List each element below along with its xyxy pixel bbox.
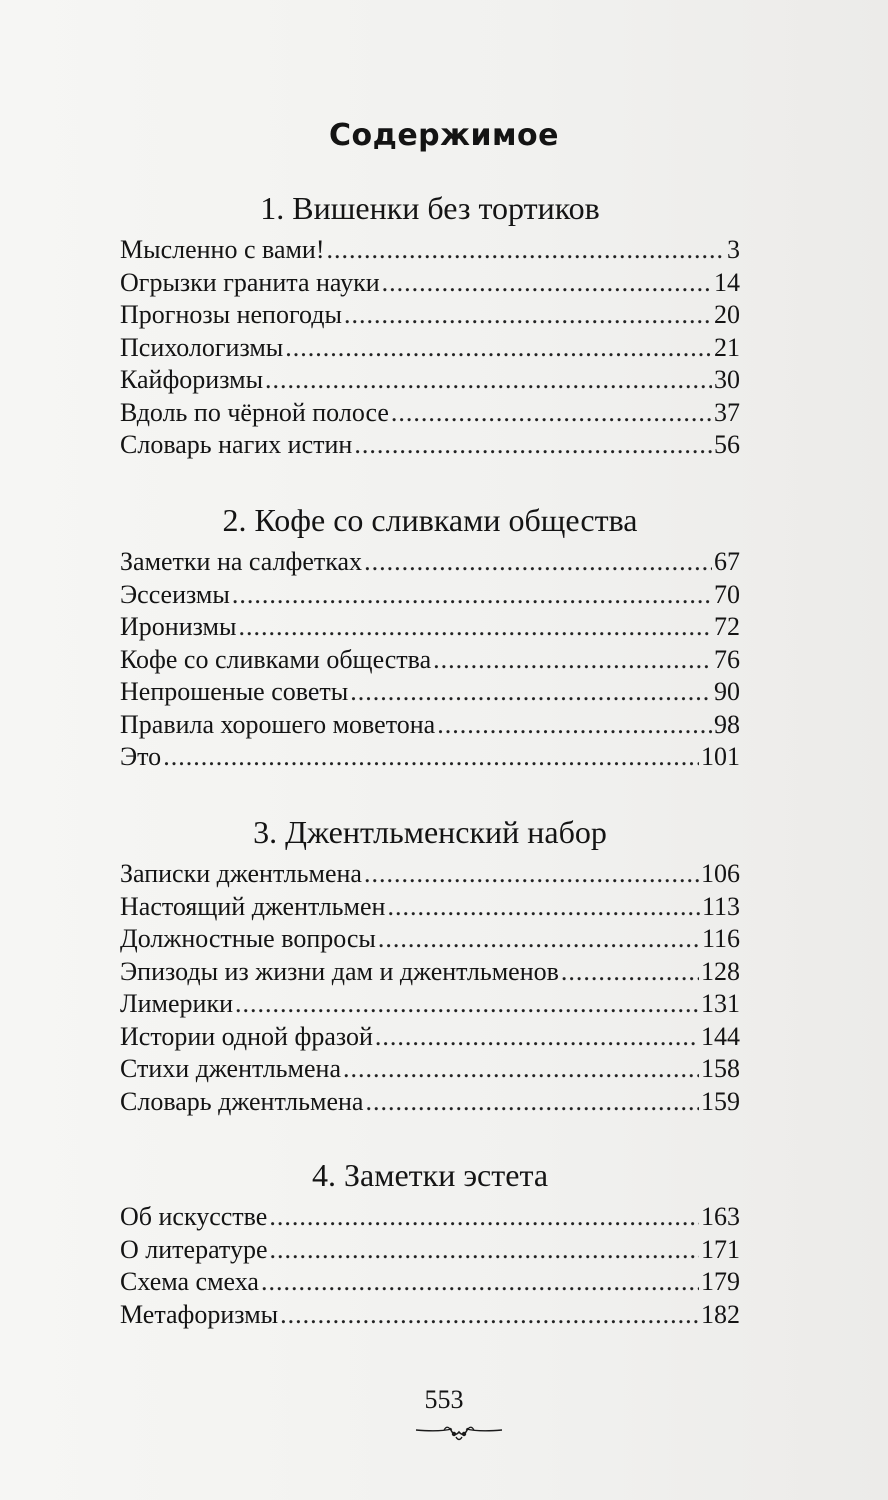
toc-entry[interactable]	[120, 988, 740, 1021]
dot-leader	[163, 741, 699, 774]
entry-page-number: 116	[701, 924, 740, 953]
toc-entry[interactable]	[120, 364, 740, 397]
toc-entry[interactable]	[120, 611, 740, 644]
entry-title: Это	[120, 742, 162, 771]
dot-leader	[350, 676, 712, 709]
entry-title: Настоящий джентльмен	[120, 891, 386, 921]
entry-page-number: 90	[714, 677, 740, 706]
section-entries	[120, 546, 740, 774]
entry-title: Мысленно с вами!	[120, 235, 325, 264]
section-entries	[120, 234, 740, 462]
dot-leader	[354, 429, 712, 462]
section-heading: 2. Кофе со сливками общества	[222, 502, 638, 538]
dot-leader	[437, 709, 712, 742]
toc-entry[interactable]	[120, 1299, 740, 1332]
entry-page-number: 159	[701, 1086, 740, 1116]
toc-entry[interactable]	[120, 1234, 740, 1267]
entry-title: Иронизмы	[120, 612, 237, 641]
toc-entry[interactable]	[120, 1053, 740, 1086]
entry-title: Кайфоризмы	[120, 365, 264, 394]
dot-leader	[561, 956, 699, 989]
entry-title: Записки джентльмена	[120, 859, 362, 888]
entry-title: Непрошеные советы	[120, 677, 349, 706]
entry-title: Эссеизмы	[120, 579, 230, 609]
entry-title: Лимерики	[120, 989, 234, 1018]
dot-leader	[235, 988, 699, 1021]
entry-title: Заметки на салфетках	[120, 547, 363, 576]
entry-page-number: 72	[714, 612, 740, 641]
dot-leader	[232, 579, 712, 612]
entry-page-number: 14	[714, 267, 740, 297]
toc-section-4	[120, 1155, 740, 1331]
toc-entry[interactable]	[120, 234, 740, 267]
dot-leader	[269, 1201, 699, 1234]
toc-entry[interactable]	[120, 891, 740, 924]
toc-entry[interactable]	[120, 709, 740, 742]
toc-entry[interactable]	[120, 332, 740, 365]
toc-entry[interactable]	[120, 299, 740, 332]
section-heading: 1. Вишенки без тортиков	[260, 190, 600, 226]
dot-leader	[378, 923, 700, 956]
entry-title: Кофе со сливками общества	[120, 644, 432, 674]
entry-page-number: 144	[701, 1021, 740, 1051]
dot-leader	[433, 644, 712, 677]
entry-title: О литературе	[120, 1234, 268, 1264]
entry-title: Правила хорошего моветона	[120, 709, 436, 739]
dot-leader	[265, 364, 712, 397]
entry-title: Метафоризмы	[120, 1299, 279, 1329]
entry-title: Схема смеха	[120, 1267, 259, 1296]
dot-leader	[364, 858, 699, 891]
toc-entry[interactable]	[120, 741, 740, 774]
toc-entry[interactable]	[120, 546, 740, 579]
dot-leader	[364, 546, 712, 579]
dot-leader	[344, 299, 712, 332]
toc-section-3	[120, 812, 740, 1118]
dot-leader	[280, 1299, 699, 1332]
entry-page-number: 128	[701, 956, 740, 986]
toc-entry[interactable]	[120, 1266, 740, 1299]
section-entries	[120, 858, 740, 1118]
toc-entry[interactable]	[120, 676, 740, 709]
toc-entry[interactable]	[120, 858, 740, 891]
dot-leader	[375, 1021, 699, 1054]
dot-leader	[327, 234, 725, 267]
entry-page-number: 106	[701, 859, 740, 888]
dot-leader	[387, 891, 700, 924]
entry-page-number: 163	[701, 1202, 740, 1231]
entry-title: Должностные вопросы	[120, 924, 376, 953]
entry-page-number: 171	[701, 1234, 740, 1264]
dot-leader	[391, 397, 712, 430]
entry-title: Огрызки гранита науки	[120, 267, 380, 297]
entry-page-number: 56	[714, 430, 740, 459]
toc-entry[interactable]	[120, 267, 740, 300]
toc-entry[interactable]	[120, 1201, 740, 1234]
entry-page-number: 98	[714, 709, 740, 739]
entry-page-number: 76	[714, 644, 740, 674]
entry-title: Словарь джентльмена	[120, 1086, 364, 1116]
toc-section-1	[120, 188, 740, 462]
toc-entry[interactable]	[120, 397, 740, 430]
toc-section-2	[120, 500, 740, 774]
dot-leader	[261, 1266, 699, 1299]
entry-page-number: 179	[701, 1267, 740, 1296]
page-number: 553	[424, 1385, 464, 1414]
toc-entry[interactable]	[120, 429, 740, 462]
entry-title: Об искусстве	[120, 1202, 268, 1231]
entry-page-number: 20	[714, 300, 740, 329]
decorative-flourish-icon	[414, 1420, 504, 1444]
entry-page-number: 70	[714, 579, 740, 609]
toc-entry[interactable]	[120, 1086, 740, 1119]
toc-entry[interactable]	[120, 923, 740, 956]
entry-title: Прогнозы непогоды	[120, 300, 342, 329]
section-heading: 3. Джентльменский набор	[253, 814, 607, 850]
entry-page-number: 158	[701, 1054, 740, 1083]
dot-leader	[365, 1086, 699, 1119]
entry-title: Психологизмы	[120, 332, 284, 362]
toc-entry[interactable]	[120, 644, 740, 677]
entry-title: Истории одной фразой	[120, 1021, 373, 1051]
toc-entry[interactable]	[120, 1021, 740, 1054]
entry-page-number: 30	[714, 365, 740, 394]
entry-page-number: 131	[701, 989, 740, 1018]
entry-page-number: 3	[727, 235, 740, 264]
entry-title: Эпизоды из жизни дам и джентльменов	[120, 956, 559, 986]
dot-leader	[382, 267, 712, 300]
section-entries	[120, 1201, 740, 1331]
entry-page-number: 37	[714, 397, 740, 427]
entry-title: Словарь нагих истин	[120, 430, 353, 459]
entry-title: Стихи джентльмена	[120, 1054, 341, 1083]
entry-page-number: 101	[701, 742, 740, 771]
dot-leader	[285, 332, 712, 365]
dot-leader	[238, 611, 712, 644]
entry-page-number: 182	[701, 1299, 740, 1329]
entry-page-number: 113	[701, 891, 740, 921]
dot-leader	[343, 1053, 699, 1086]
section-heading: 4. Заметки эстета	[311, 1157, 549, 1193]
toc-entry[interactable]	[120, 579, 740, 612]
toc-title: Содержимое	[328, 118, 560, 153]
toc-entry[interactable]	[120, 956, 740, 989]
entry-page-number: 21	[714, 332, 740, 362]
dot-leader	[270, 1234, 700, 1267]
entry-page-number: 67	[714, 547, 740, 576]
entry-title: Вдоль по чёрной полосе	[120, 397, 389, 427]
